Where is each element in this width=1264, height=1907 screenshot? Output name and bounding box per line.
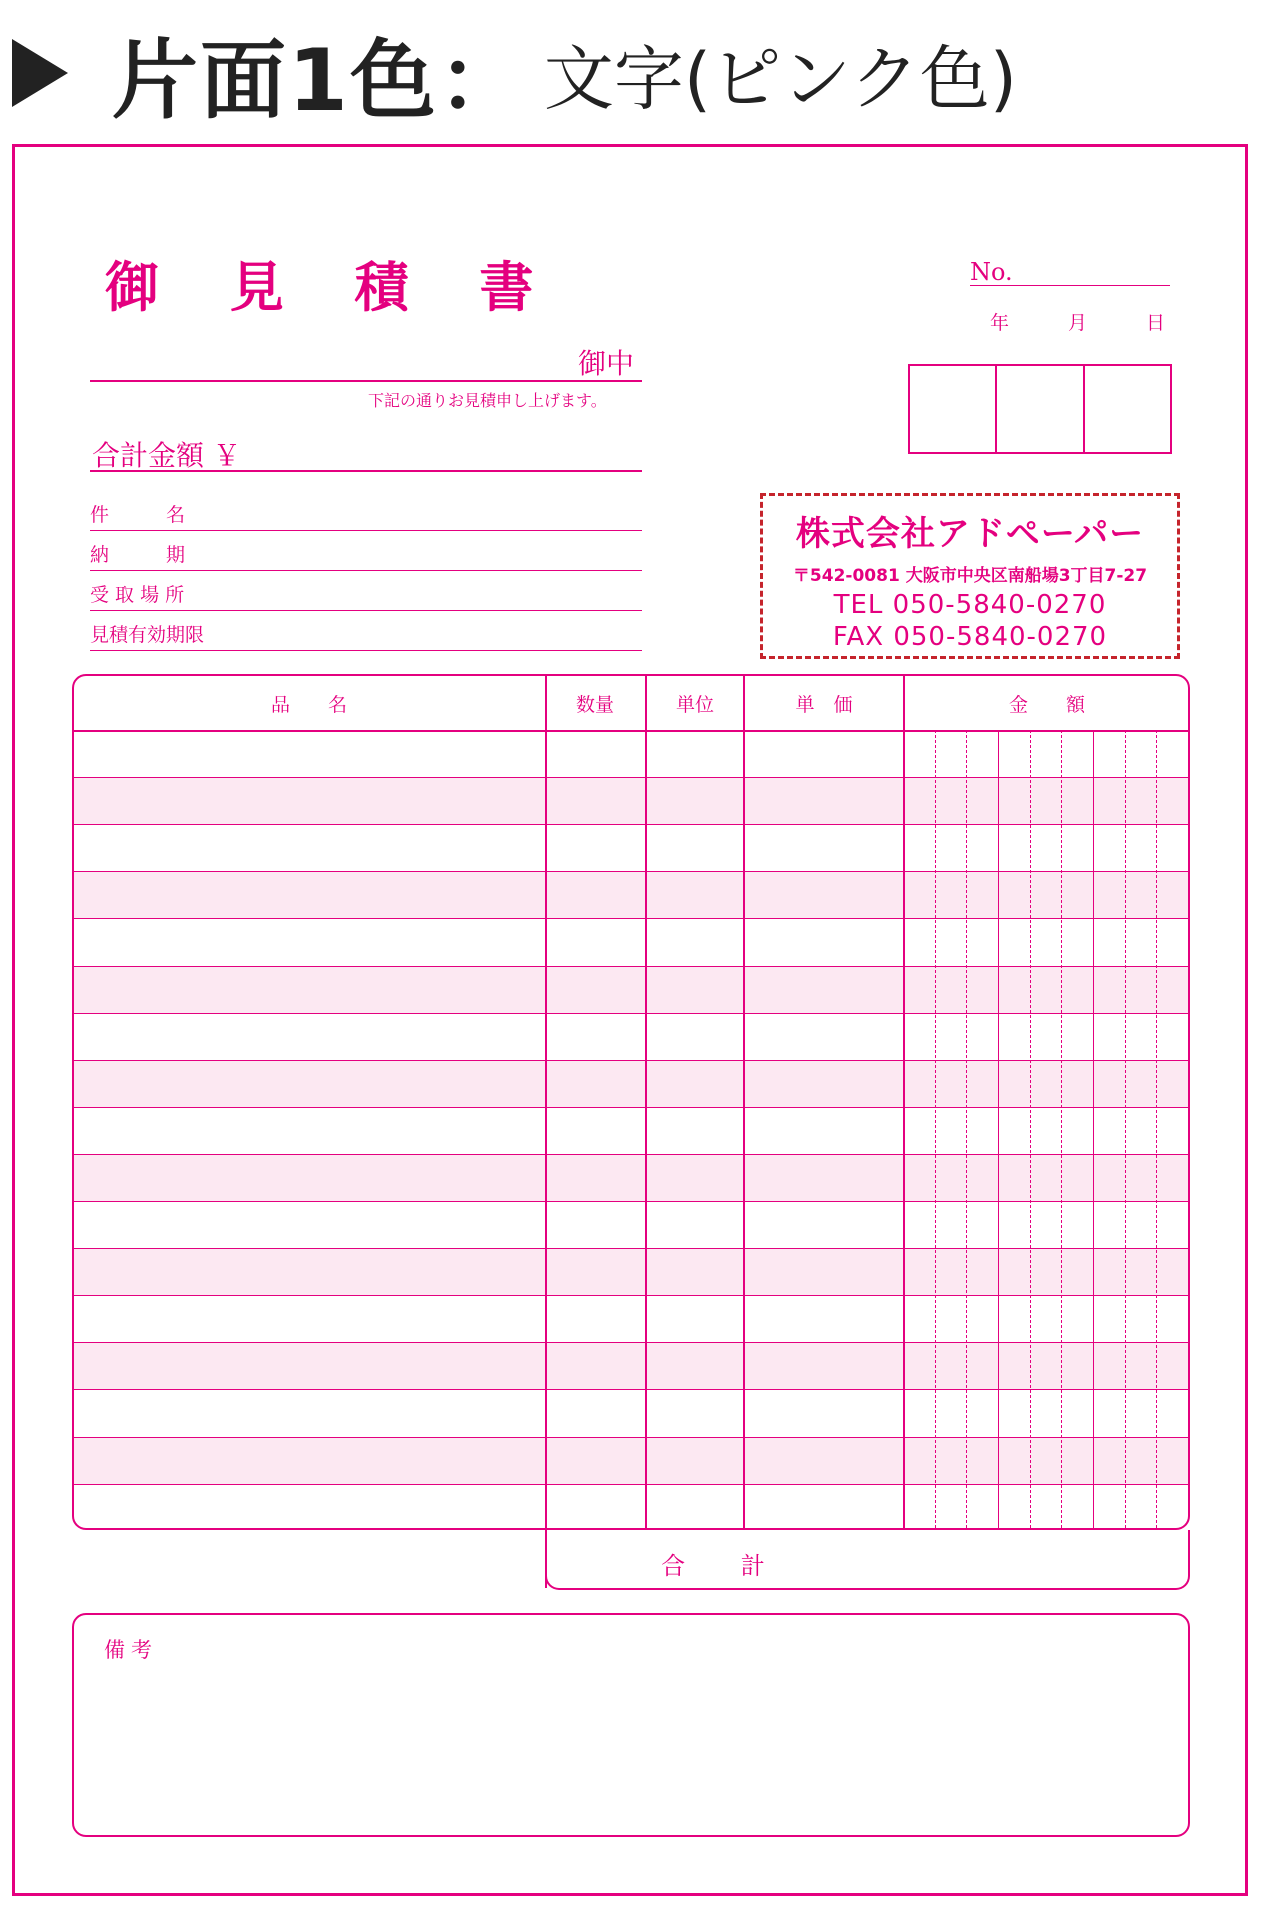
field-delivery: [90, 540, 642, 571]
field-receiving-place: [90, 580, 642, 611]
stamp-box: [997, 366, 1084, 452]
form-title: 御 見 積 書: [105, 255, 560, 319]
addressee-line: [90, 380, 642, 382]
field-label: 見積有効期限: [90, 624, 205, 646]
header-qty: 数量: [575, 694, 614, 716]
remarks-label: 備考: [104, 1638, 158, 1662]
total-amount-label: 合計金額 ￥: [92, 439, 241, 472]
addressee-suffix: 御中: [578, 347, 635, 380]
company-address: 〒542-0081 大阪市中央区南船場3丁目7-27: [792, 566, 1148, 586]
estimate-table-frame: [72, 674, 1190, 1530]
stamp-box: [1085, 366, 1170, 452]
field-label: 件 名: [90, 504, 186, 526]
field-label: 受 取 場 所: [90, 584, 185, 606]
day-label: 日: [1146, 312, 1166, 334]
field-subject: [90, 500, 642, 531]
heading-main: 片面1色：: [112, 31, 526, 131]
year-label: 年: [990, 312, 1010, 334]
page-heading: [12, 18, 1018, 131]
field-label: 納 期: [90, 544, 186, 566]
total-amount-line: [90, 470, 642, 472]
company-stamp: [760, 493, 1180, 659]
number-line: [970, 285, 1170, 286]
header-unit: 単位: [675, 694, 714, 716]
header-amount: 金 額: [1008, 694, 1085, 716]
number-label: No.: [970, 258, 1013, 286]
field-validity: [90, 620, 642, 651]
header-unit-price: 単 価: [795, 694, 853, 716]
header-item: 品 名: [270, 694, 347, 716]
heading-sub: 文字(ピンク色): [543, 37, 1018, 120]
table-total-label: 合 計: [661, 1552, 789, 1580]
remarks-box: [72, 1613, 1190, 1837]
company-tel: TEL 050-5840-0270: [833, 590, 1107, 620]
stamp-boxes: [908, 364, 1172, 454]
stamp-box: [910, 366, 997, 452]
month-label: 月: [1068, 312, 1088, 334]
company-name: 株式会社アドペーパー: [795, 514, 1145, 554]
play-triangle-icon: [12, 39, 68, 107]
company-fax: FAX 050-5840-0270: [832, 622, 1108, 652]
quote-notice: 下記の通りお見積申し上げます。: [368, 391, 607, 410]
